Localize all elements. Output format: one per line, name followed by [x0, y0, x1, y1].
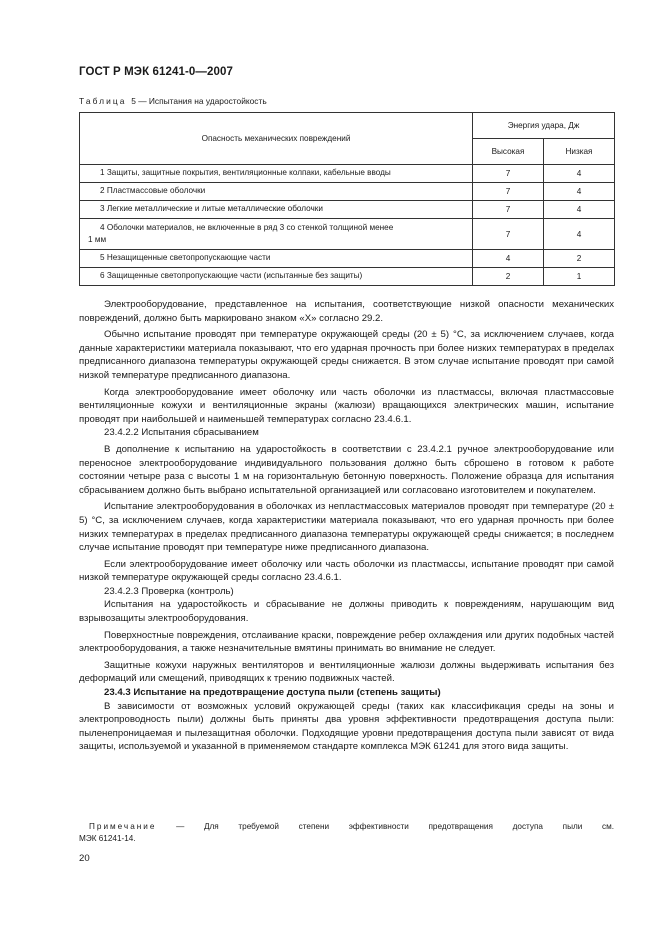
body-text: [79, 298, 614, 754]
col-hazard-header: Опасность механических повреждений: [80, 113, 473, 165]
row-hazard: 5 Незащищенные светопропускающие части: [80, 250, 473, 268]
row-hazard: 1 Защиты, защитные покрытия, вентиляционные колпаки, кабельные вводы: [80, 165, 473, 183]
row-hazard: 6 Защищенные светопропускающие части (испытанные без защиты): [80, 268, 473, 286]
paragraph: Когда электрооборудование имеет оболочку или часть оболочки из пластмассы, включая пластмассовые вентиляционные кожухи и вентиляционные экраны (жалюзи) вращающихся электрических машин, испытание проводят при наибольшей и наименьшей температурах согласно 23.4.6.1.: [79, 386, 614, 425]
row-low: 4: [544, 183, 615, 201]
note: [79, 821, 614, 845]
table-header-row: [80, 113, 615, 139]
paragraph: Защитные кожухи наружных вентиляторов и вентиляционные жалюзи должны выдерживать испытания без деформаций или смещений, приводящих к трению подвижных частей.: [79, 659, 614, 685]
row-hazard-line1: 4 Оболочки материалов, не включенные в ряд 3 со стенкой толщиной менее: [100, 222, 394, 232]
col-high-header: Высокая: [473, 139, 544, 165]
section-heading: 23.4.2.3 Проверка (контроль): [104, 585, 234, 597]
table-caption-number: 5: [131, 96, 136, 106]
document-header: ГОСТ Р МЭК 61241-0—2007: [79, 66, 233, 78]
section-heading: 23.4.2.2 Испытания сбрасыванием: [104, 427, 259, 439]
paragraph: В зависимости от возможных условий окружающей среды (таких как классификация среды на зоны и электропроводность пыли) должны быть приняты два уровня эффективности предотвращения доступа пыли: пыленепроницаемая и пылезащитная оболочки. Подходящие уровни предотвращения доступа пыли зависят от вида защиты, используемой и указанной в применяемом стандарте комплекса МЭК 61241 для этого вида защиты.: [79, 700, 614, 753]
row-high: 7: [473, 165, 544, 183]
table-row: [80, 183, 615, 201]
row-hazard: 3 Легкие металлические и литые металлические оболочки: [80, 201, 473, 219]
table-caption-title: — Испытания на ударостойкость: [135, 96, 267, 106]
note-label: Примечание: [89, 822, 157, 831]
paragraph: Обычно испытание проводят при температуре окружающей среды (20 ± 5) °С, за исключением случаев, когда данные характеристики материала показывают, что его ударная прочность при более низких температурах в пределах предписанного диапазона температуры окружающей среды снижается. В этом случае испытание проводят при самой низкой температуре предписанного диапазона.: [79, 329, 614, 381]
row-low: 1: [544, 268, 615, 286]
col-energy-header: Энергия удара, Дж: [473, 113, 615, 139]
table-caption: [79, 96, 267, 106]
impact-test-table: [79, 112, 615, 286]
row-hazard-line2: 1 мм: [88, 235, 107, 244]
table-row: [80, 250, 615, 268]
row-high: 2: [473, 268, 544, 286]
note-text: — Для требуемой степени эффективности предотвращения доступа пыли см.: [156, 822, 614, 831]
paragraph: Электрооборудование, представленное на испытания, соответствующие низкой опасности механических повреждений, должно быть маркировано знаком «Х» согласно 29.2.: [79, 299, 614, 324]
row-high: 7: [473, 183, 544, 201]
row-low: 2: [544, 250, 615, 268]
table-row: [80, 201, 615, 219]
paragraph: Если электрооборудование имеет оболочку или часть оболочки из пластмассы, испытание проводят при самой низкой температуре окружающей среды согласно 23.4.6.1.: [79, 558, 614, 584]
table-row: [80, 268, 615, 286]
row-hazard: 2 Пластмассовые оболочки: [80, 183, 473, 201]
table-caption-label: Таблица: [79, 96, 127, 106]
paragraph: Испытание электрооборудования в оболочках из непластмассовых материалов проводят при температуре (20 ± 5) °С, за исключением случаев, когда характеристики материала показывают, что его ударная прочность при более низких температурах в пределах предписанного диапазона температуры окружающей среды снижается; в последнем случае испытание проводят при температуре ниже предписанного диапазона.: [79, 501, 614, 554]
row-high: 7: [473, 219, 544, 250]
note-line2: МЭК 61241-14.: [79, 834, 136, 843]
table-row: [80, 219, 615, 250]
col-low-header: Низкая: [544, 139, 615, 165]
row-low: 4: [544, 165, 615, 183]
paragraph: Испытания на ударостойкость и сбрасывание не должны приводить к повреждениям, нарушающим вид взрывозащиты электрооборудования.: [79, 599, 614, 625]
table-row: [80, 165, 615, 183]
row-high: 7: [473, 201, 544, 219]
paragraph: Поверхностные повреждения, отслаивание краски, повреждение ребер охлаждения или других подобных частей электрооборудования, а также незначительные вмятины принимать во внимание не следует.: [79, 629, 614, 655]
row-hazard: [80, 219, 473, 250]
page-number: 20: [79, 853, 90, 864]
row-low: 4: [544, 219, 615, 250]
section-heading: 23.4.3 Испытание на предотвращение доступа пыли (степень защиты): [104, 687, 441, 699]
note-line1: [79, 821, 614, 833]
paragraph: В дополнение к испытанию на ударостойкость в соответствии с 23.4.2.1 ручное электрооборудование или переносное электрооборудование индивидуального пользования должно быть сброшено в готовом к работе состоянии четыре раза с высоты 1 м на горизонтальную бетонную поверхность. Положение образца для испытания сбрасыванием должно быть выбрано испытательной организацией или согласовано изготовителем и покупателем.: [79, 443, 614, 496]
row-high: 4: [473, 250, 544, 268]
row-low: 4: [544, 201, 615, 219]
